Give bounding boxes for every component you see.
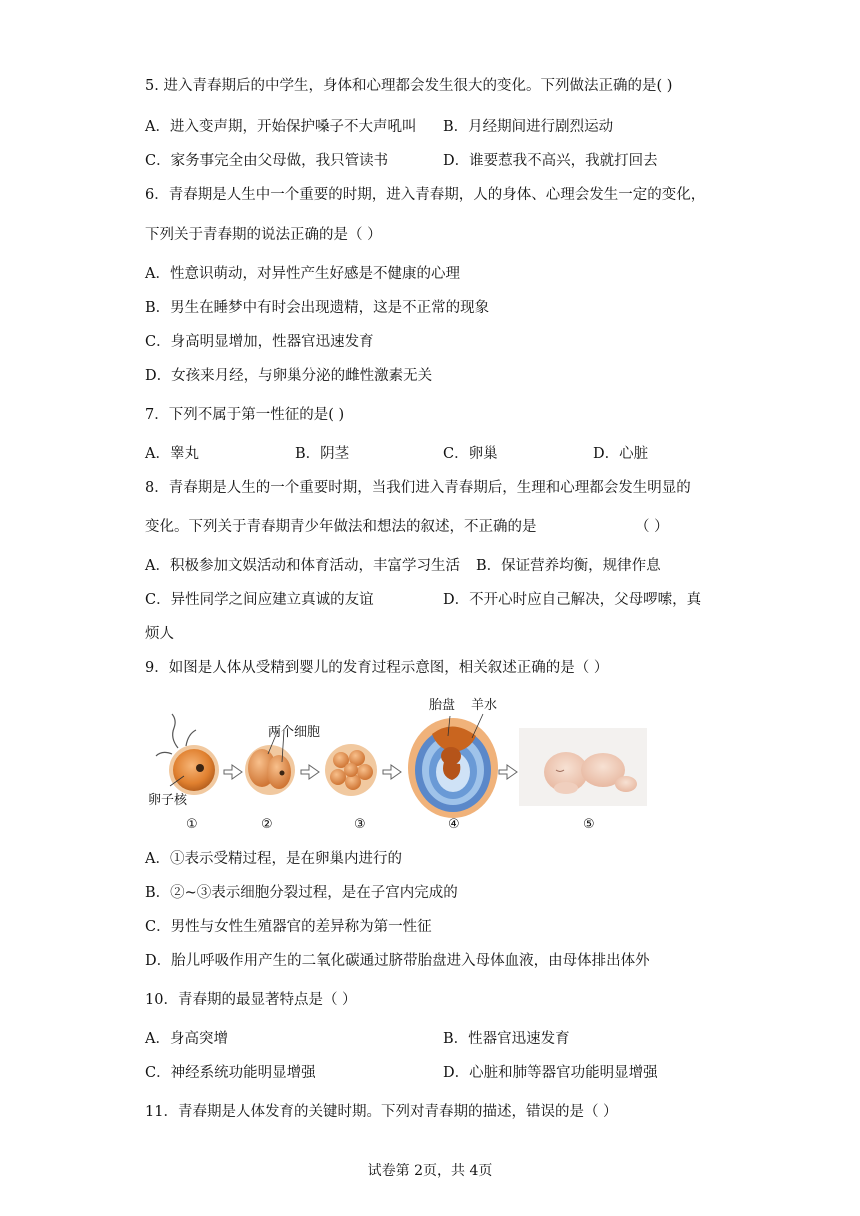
- q7-option-a: A．睾丸: [145, 446, 199, 462]
- morula-stage: [325, 744, 377, 796]
- development-diagram: [148, 690, 658, 840]
- q10-stem: 10．青春期的最显著特点是（ ）: [145, 992, 357, 1008]
- label-placenta: 胎盘: [429, 698, 456, 713]
- egg-cell: [156, 714, 219, 795]
- q6-stem-line2: 下列关于青春期的说法正确的是（ ）: [145, 227, 382, 243]
- q8-option-a: A．积极参加文娱活动和体育活动，丰富学习生活: [145, 558, 460, 574]
- q5-option-d: D．谁要惹我不高兴，我就打回去: [443, 153, 658, 169]
- q5-option-b: B．月经期间进行剧烈运动: [443, 119, 614, 135]
- q9-option-c: C．男性与女性生殖器官的差异称为第一性征: [145, 919, 432, 935]
- label-amniotic-fluid: 羊水: [471, 698, 498, 713]
- q7-stem: 7．下列不属于第一性征的是( ): [145, 407, 345, 423]
- q9-stem: 9．如图是人体从受精到婴儿的发育过程示意图，相关叙述正确的是（ ）: [145, 660, 609, 676]
- q10-option-b: B．性器官迅速发育: [443, 1031, 570, 1047]
- arrow-1: [224, 765, 242, 779]
- label-stage-1: ①: [186, 817, 198, 832]
- q9-option-b: B．②~③表示细胞分裂过程，是在子宫内完成的: [145, 885, 458, 901]
- q5-option-a: A．进入变声期，开始保护嗓子不大声吼叫: [145, 119, 417, 135]
- arrow-4: [499, 765, 517, 779]
- q9-option-a: A．①表示受精过程，是在卵巢内进行的: [145, 851, 402, 867]
- q7-option-c: C．卵巢: [443, 446, 498, 462]
- fetus-in-uterus: [408, 714, 498, 818]
- q8-stem-line2: 变化。下列关于青春期青少年做法和想法的叙述，不正确的是: [145, 519, 537, 535]
- q11-stem: 11．青春期是人体发育的关键时期。下列对青春期的描述，错误的是（ ）: [145, 1104, 618, 1120]
- development-diagram-svg: [148, 690, 658, 840]
- q10-option-a: A．身高突增: [145, 1031, 228, 1047]
- label-two-cells: 两个细胞: [268, 725, 321, 740]
- q6-option-b: B．男生在睡梦中有时会出现遗精，这是不正常的现象: [145, 300, 490, 316]
- q6-option-c: C．身高明显增加，性器官迅速发育: [145, 334, 374, 350]
- q9-option-d: D．胎儿呼吸作用产生的二氧化碳通过脐带胎盘进入母体血液，由母体排出体外: [145, 953, 650, 969]
- q10-option-d: D．心脏和肺等器官功能明显增强: [443, 1065, 658, 1081]
- label-stage-5: ⑤: [583, 817, 595, 832]
- q6-stem-line1: 6．青春期是人生中一个重要的时期，进入青春期，人的身体、心理会发生一定的变化，: [145, 187, 706, 203]
- q6-option-d: D．女孩来月经，与卵巢分泌的雌性激素无关: [145, 368, 433, 384]
- label-egg-nucleus: 卵子核: [148, 793, 188, 808]
- label-stage-2: ②: [261, 817, 273, 832]
- q5-option-c: C．家务事完全由父母做，我只管读书: [145, 153, 389, 169]
- label-stage-3: ③: [354, 817, 366, 832]
- arrow-3: [383, 765, 401, 779]
- q8-option-c: C．异性同学之间应建立真诚的友谊: [145, 592, 374, 608]
- page-footer: 试卷第 2页，共 4页: [367, 1163, 493, 1179]
- q8-stem-line1: 8．青春期是人生的一个重要时期，当我们进入青春期后，生理和心理都会发生明显的: [145, 480, 691, 496]
- label-stage-4: ④: [448, 817, 460, 832]
- newborn-photo: [519, 728, 647, 806]
- q7-option-b: B．阴茎: [295, 446, 350, 462]
- arrow-2: [301, 765, 319, 779]
- q6-option-a: A．性意识萌动，对异性产生好感是不健康的心理: [145, 266, 460, 282]
- q7-option-d: D．心脏: [593, 446, 649, 462]
- q5-stem: 5. 进入青春期后的中学生，身体和心理都会发生很大的变化。下列做法正确的是( ): [145, 78, 673, 94]
- q10-option-c: C．神经系统功能明显增强: [145, 1065, 316, 1081]
- q8-answer-paren: （ ）: [635, 519, 669, 535]
- q8-option-b: B．保证营养均衡，规律作息: [476, 558, 661, 574]
- q8-option-d-line1: D．不开心时应自己解决，父母啰嗦，真: [443, 592, 702, 608]
- q8-option-d-line2: 烦人: [145, 626, 174, 642]
